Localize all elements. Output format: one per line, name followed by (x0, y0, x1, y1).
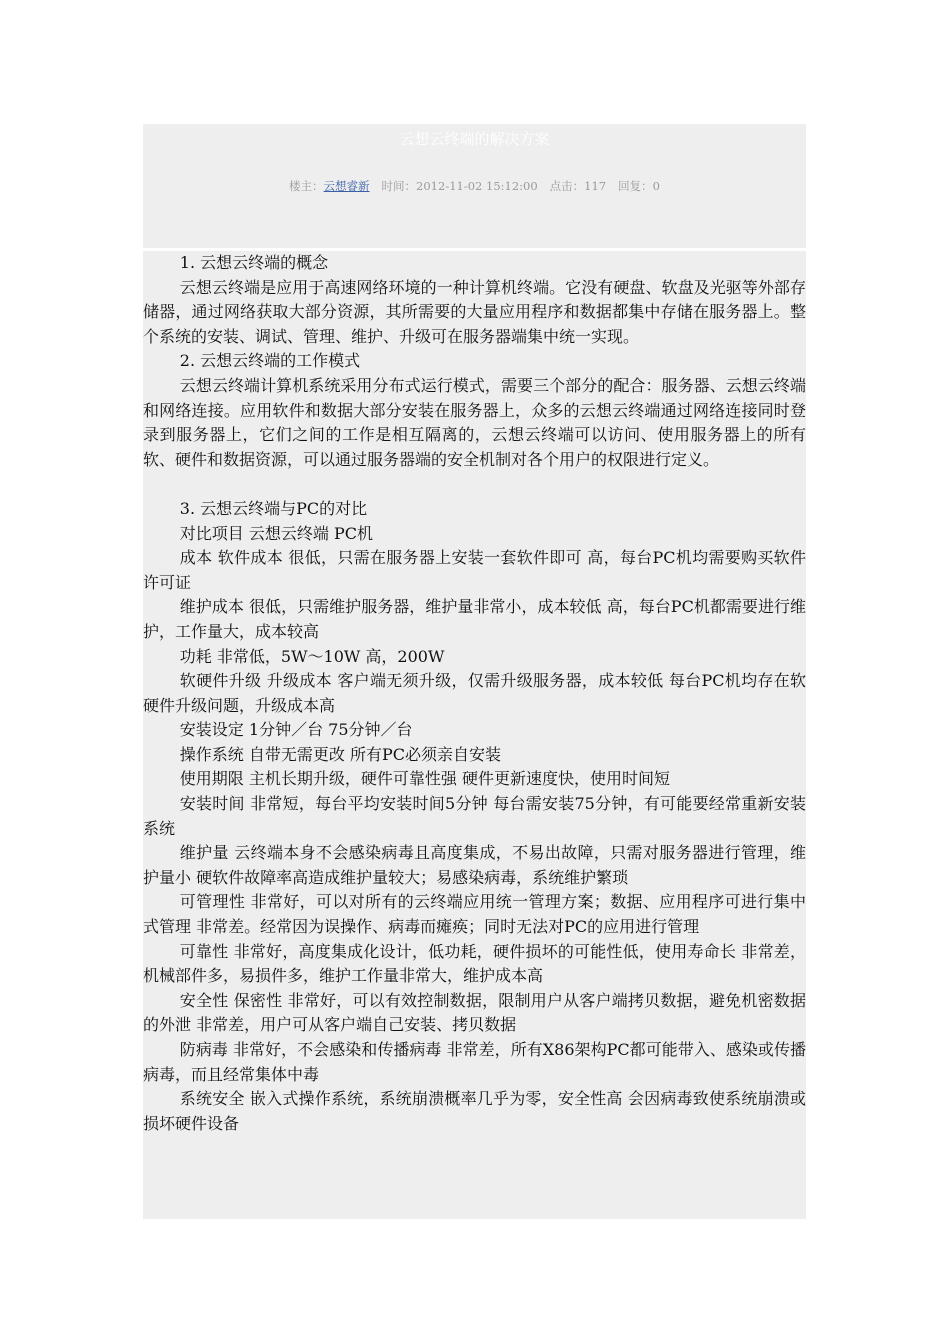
author-label: 楼主： (289, 179, 324, 193)
post-time: 2012-11-02 15:12:00 (416, 179, 538, 193)
comparison-row: 可管理性 非常好，可以对所有的云终端应用统一管理方案；数据、应用程序可进行集中式管理 非常差。经常因为误操作、病毒而瘫痪；同时无法对PC的应用进行管理 (143, 892, 806, 937)
time-label: 时间： (381, 179, 417, 193)
comparison-row: 功耗 非常低，5W～10W 高，200W (179, 646, 445, 666)
comparison-row: 维护量 云终端本身不会感染病毒且高度集成，不易出故障，只需对服务器进行管理，维护量小 硬软件故障率高造成维护量较大；易感染病毒，系统维护繁琐 (143, 843, 806, 887)
comparison-row: 系统安全 嵌入式操作系统，系统崩溃概率几乎为零，安全性高 会因病毒致使系统崩溃或损坏硬件设备 (143, 1089, 806, 1133)
comparison-row: 维护成本 很低，只需维护服务器，维护量非常小，成本较低 高，每台PC机都需要进行维护，工作量大，成本较高 (143, 597, 806, 641)
paragraph: 云想云终端计算机系统采用分布式运行模式，需要三个部分的配合：服务器、云想云终端和网络连接。应用软件和数据大部分安装在服务器上，众多的云想云终端通过网络连接同时登录到服务器上，它们之间的工作是相互隔离的，云想云终端可以访问、使用服务器上的所有软、硬件和数据资源，可以通过服务器端的安全机制对各个用户的权限进行定义。 (143, 375, 806, 469)
comparison-row: 安装设定 1分钟／台 75分钟／台 (179, 720, 413, 740)
post-header (143, 124, 806, 248)
section-heading: 1. 云想云终端的概念 (179, 253, 329, 272)
comparison-row: 成本 软件成本 很低，只需在服务器上安装一套软件即可 高，每台PC机均需要购买软件许可证 (143, 548, 806, 592)
comparison-row: 使用期限 主机长期升级，硬件可靠性强 硬件更新速度快，使用时间短 (179, 769, 670, 789)
section-heading: 2. 云想云终端的工作模式 (179, 351, 361, 371)
post-body (143, 251, 806, 1219)
comparison-row: 安全性 保密性 非常好，可以有效控制数据，限制用户从客户端拷贝数据，避免机密数据的外泄 非常差，用户可从客户端自己安装、拷贝数据 (143, 990, 806, 1035)
comparison-row: 软硬件升级 升级成本 客户端无须升级，仅需升级服务器，成本较低 每台PC机均存在软硬件升级问题，升级成本高 (143, 671, 806, 715)
comparison-header-row: 对比项目 云想云终端 PC机 (179, 523, 373, 543)
clicks-label: 点击： (549, 179, 585, 193)
author-link[interactable]: 云想睿新 (323, 179, 370, 193)
click-count: 117 (584, 179, 607, 193)
paragraph: 云想云终端是应用于高速网络环境的一种计算机终端。它没有硬盘、软盘及光驱等外部存储器，通过网络获取大部分资源，其所需要的大量应用程序和数据都集中存储在服务器上。整个系统的安装、调试、管理、维护、升级可在服务器端集中统一实现。 (143, 277, 806, 346)
blank-line (143, 472, 806, 497)
reply-count: 0 (652, 179, 660, 193)
post-title: 云想云终端的解决方案 (399, 130, 550, 148)
post-meta (143, 177, 806, 195)
comparison-row: 可靠性 非常好，高度集成化设计，低功耗，硬件损坏的可能性低，使用寿命长 非常差，机械部件多，易损件多，维护工作量非常大，维护成本高 (143, 941, 806, 986)
comparison-row: 防病毒 非常好，不会感染和传播病毒 非常差，所有X86架构PC都可能带入、感染或传播病毒，而且经常集体中毒 (143, 1040, 806, 1084)
replies-label: 回复： (618, 179, 653, 193)
comparison-row: 操作系统 自带无需更改 所有PC必须亲自安装 (179, 744, 501, 764)
comparison-row: 安装时间 非常短，每台平均安装时间5分钟 每台需安装75分钟，有可能要经常重新安装系统 (143, 794, 806, 838)
section-heading: 3. 云想云终端与PC的对比 (179, 498, 368, 518)
